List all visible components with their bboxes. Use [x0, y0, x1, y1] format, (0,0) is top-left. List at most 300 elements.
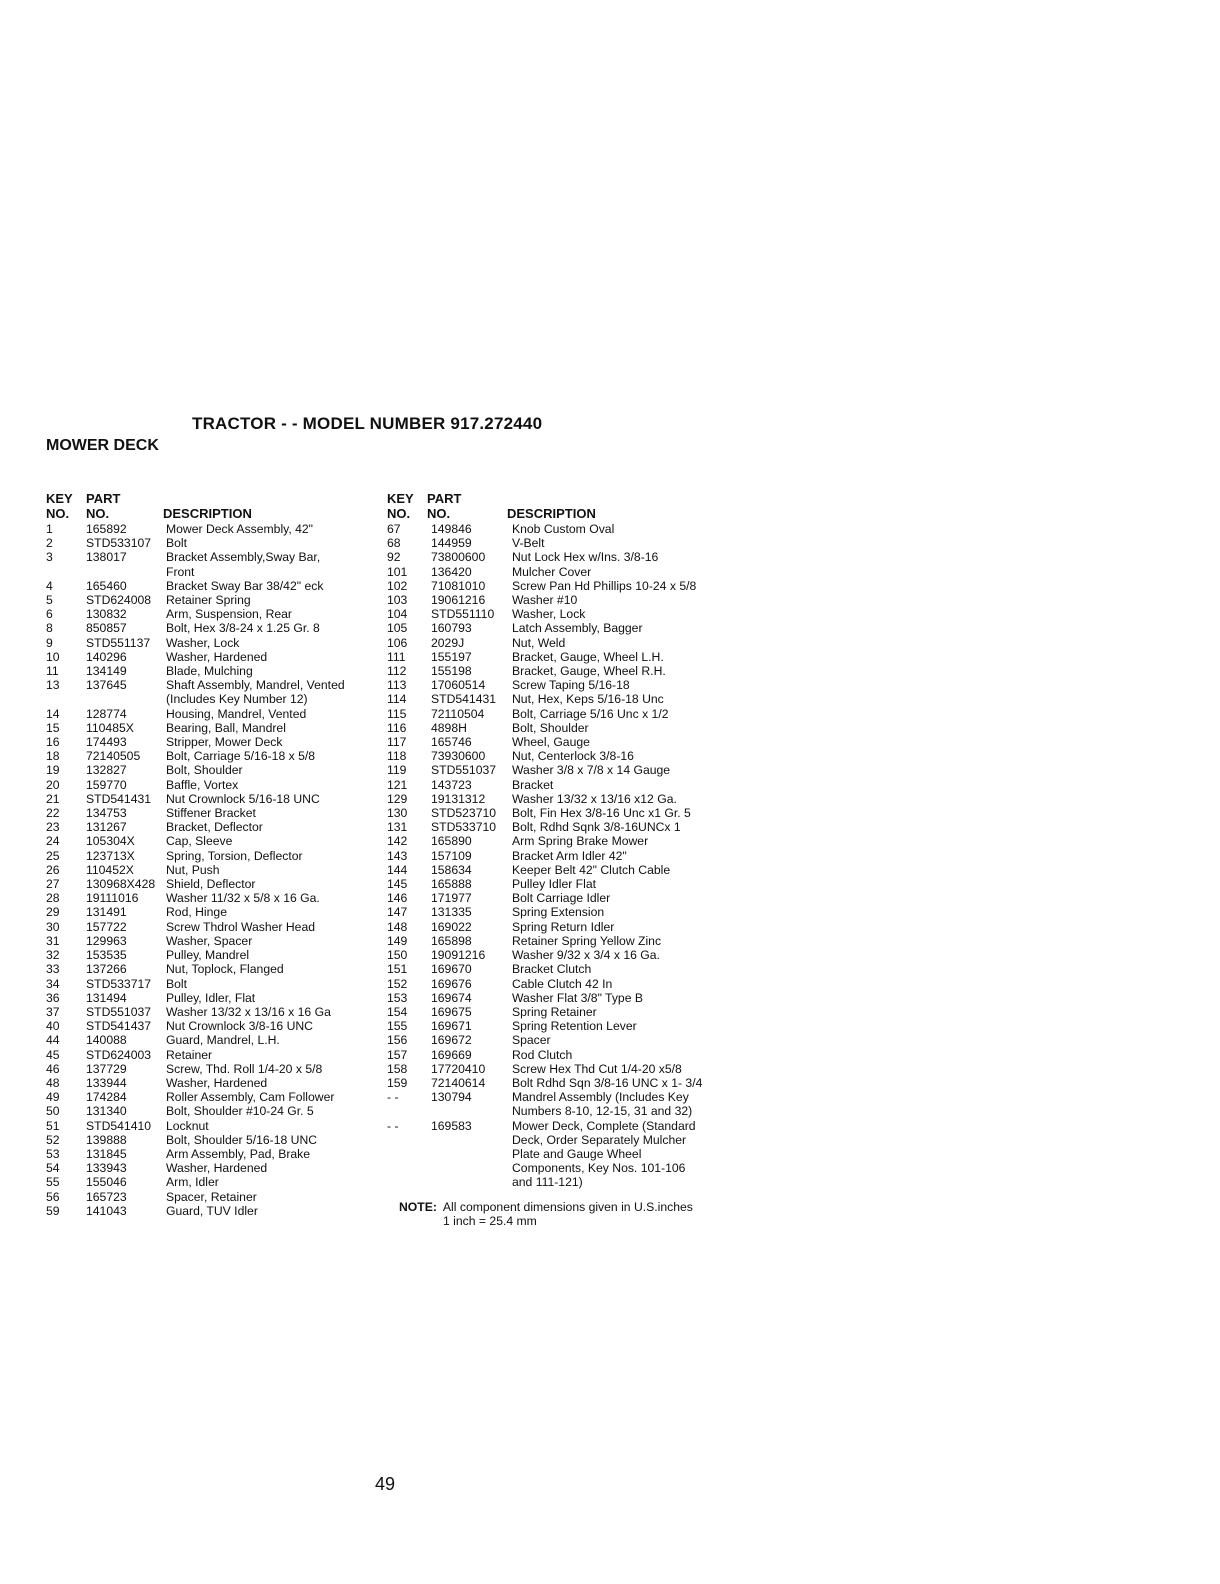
part-number: 141043 — [86, 1203, 127, 1218]
part-description: Washer 11/32 x 5/8 x 16 Ga. — [166, 891, 320, 906]
part-number: 157722 — [86, 919, 127, 934]
parts-row — [387, 1090, 727, 1118]
part-number: 17720410 — [431, 1061, 486, 1076]
parts-row — [387, 1019, 727, 1033]
part-number: STD551037 — [86, 1004, 152, 1019]
key-number: 117 — [387, 735, 407, 750]
key-number: 13 — [46, 678, 60, 693]
key-number: 101 — [387, 564, 408, 579]
part-description: Spring, Torsion, Deflector — [166, 848, 303, 863]
part-description: Keeper Belt 42" Clutch Cable — [512, 862, 671, 877]
parts-row — [387, 593, 727, 607]
parts-row — [387, 891, 727, 905]
parts-row — [387, 991, 727, 1005]
key-number: 92 — [387, 550, 401, 565]
part-number: 130968X428 — [86, 877, 156, 892]
key-header-bottom: NO. — [387, 506, 411, 521]
part-number: 138017 — [86, 550, 127, 565]
key-number: 159 — [387, 1075, 408, 1090]
key-number: 28 — [46, 891, 60, 906]
part-number: 140088 — [86, 1033, 127, 1048]
part-description: Bolt, Fin Hex 3/8-16 Unc x1 Gr. 5 — [512, 806, 691, 821]
part-description: Nut, Hex, Keps 5/16-18 Unc — [512, 692, 664, 707]
part-number: 144959 — [431, 536, 472, 551]
parts-row — [46, 749, 376, 763]
part-description: Washer, Hardened — [166, 649, 268, 664]
parts-row — [387, 607, 727, 621]
part-description: Bolt, Shoulder 5/16-18 UNC — [166, 1132, 318, 1147]
part-description: Bolt, Hex 3/8-24 x 1.25 Gr. 8 — [166, 621, 320, 636]
key-number: 21 — [46, 791, 60, 806]
key-number: 56 — [46, 1189, 60, 1204]
key-number: - - — [387, 1090, 399, 1105]
part-number: 169674 — [431, 990, 472, 1005]
part-number: STD533717 — [86, 976, 152, 991]
parts-row — [46, 550, 376, 578]
key-number: 149 — [387, 933, 408, 948]
key-number: 55 — [46, 1175, 60, 1190]
parts-row — [46, 1062, 376, 1076]
key-number: 51 — [46, 1118, 60, 1133]
parts-row — [387, 636, 727, 650]
part-number: 155197 — [431, 649, 472, 664]
part-description: Washer 13/32 x 13/16 x 16 Ga — [166, 1004, 331, 1019]
parts-row — [46, 664, 376, 678]
part-description: Bolt, Rdhd Sqnk 3/8-16UNCx 1 — [512, 820, 681, 835]
key-number: 106 — [387, 635, 408, 650]
part-description: Nut Lock Hex w/Ins. 3/8-16 — [512, 550, 659, 565]
part-number: 174493 — [86, 735, 127, 750]
key-number: 153 — [387, 990, 408, 1005]
part-number: 128774 — [86, 706, 127, 721]
part-description: Baffle, Vortex — [166, 777, 239, 792]
part-description: Bolt — [166, 976, 188, 991]
part-number: 133944 — [86, 1075, 127, 1090]
parts-row — [387, 763, 727, 777]
key-number: 23 — [46, 820, 60, 835]
parts-list-right — [387, 492, 727, 1190]
key-number: 40 — [46, 1019, 60, 1034]
key-number: 52 — [46, 1132, 60, 1147]
part-header-bottom: NO. — [427, 506, 451, 521]
parts-row — [387, 849, 727, 863]
part-description: Latch Assembly, Bagger — [512, 621, 643, 636]
part-description: Nut Crownlock 5/16-18 UNC — [166, 791, 320, 806]
part-number: 174284 — [86, 1090, 127, 1105]
part-description: Bracket Arm Idler 42" — [512, 848, 627, 863]
part-description: Spacer — [512, 1033, 551, 1048]
parts-row — [46, 820, 376, 834]
part-description: Knob Custom Oval — [512, 522, 615, 536]
parts-row — [46, 934, 376, 948]
part-number: 165898 — [431, 933, 472, 948]
key-number: 152 — [387, 976, 408, 991]
key-number: 25 — [46, 848, 60, 863]
parts-row — [387, 735, 727, 749]
part-number: 155198 — [431, 664, 472, 679]
part-number: 19111016 — [86, 891, 139, 906]
part-number: 169672 — [431, 1033, 472, 1048]
parts-row — [46, 962, 376, 976]
part-number: 71081010 — [431, 578, 486, 593]
part-description: Spring Return Idler — [512, 919, 615, 934]
part-description: Stiffener Bracket — [166, 806, 256, 821]
part-description: Bracket Clutch — [512, 962, 592, 977]
key-number: 143 — [387, 848, 408, 863]
part-header-top: PART — [86, 491, 121, 506]
part-number: 137266 — [86, 962, 127, 977]
part-description: Bolt, Carriage 5/16 Unc x 1/2 — [512, 706, 669, 721]
part-description: Screw, Thd. Roll 1/4-20 x 5/8 — [166, 1061, 323, 1076]
parts-row — [46, 948, 376, 962]
key-number: 144 — [387, 862, 408, 877]
part-description: Mower Deck Assembly, 42" — [166, 522, 314, 536]
part-description: Arm Assembly, Pad, Brake — [166, 1146, 311, 1161]
part-description: Shaft Assembly, Mandrel, Vented (Includes Key Number 12) — [166, 678, 345, 707]
parts-row — [387, 664, 727, 678]
parts-row — [387, 536, 727, 550]
part-description: Washer Flat 3/8" Type B — [512, 990, 643, 1005]
part-number: 131335 — [431, 905, 472, 920]
parts-row — [46, 1161, 376, 1175]
document-title: TRACTOR - - MODEL NUMBER 917.272440 — [192, 414, 543, 433]
parts-row — [387, 1048, 727, 1062]
part-description: Screw Taping 5/16-18 — [512, 678, 630, 693]
key-number: 27 — [46, 877, 60, 892]
part-number: 140296 — [86, 649, 127, 664]
part-description: Nut, Centerlock 3/8-16 — [512, 749, 634, 764]
key-number: 22 — [46, 806, 60, 821]
key-number: 142 — [387, 834, 408, 849]
part-description: Wheel, Gauge — [512, 735, 590, 750]
parts-row — [46, 1048, 376, 1062]
part-description: Spacer, Retainer — [166, 1189, 257, 1204]
key-number: 113 — [387, 678, 407, 693]
part-description: Spring Retainer — [512, 1004, 597, 1019]
key-number: 30 — [46, 919, 60, 934]
part-description: Bracket — [512, 777, 554, 792]
parts-row — [46, 1033, 376, 1047]
part-number: STD541431 — [431, 692, 497, 707]
key-number: 53 — [46, 1146, 60, 1161]
parts-row — [387, 621, 727, 635]
part-number: 169669 — [431, 1047, 472, 1062]
key-number: 3 — [46, 550, 53, 565]
part-number: 130794 — [431, 1090, 472, 1105]
parts-row — [46, 1204, 376, 1218]
part-description: Bolt — [166, 536, 188, 551]
part-description: Retainer Spring Yellow Zinc — [512, 933, 662, 948]
part-description: Arm, Idler — [166, 1175, 219, 1190]
part-number: 165460 — [86, 578, 127, 593]
key-number: 19 — [46, 763, 60, 778]
parts-list-left — [46, 492, 376, 1218]
part-description: Bolt Carriage Idler — [512, 891, 611, 906]
part-description: Arm Spring Brake Mower — [512, 834, 649, 849]
part-header-top: PART — [427, 491, 462, 506]
part-number: 131491 — [86, 905, 127, 920]
part-number: 73930600 — [431, 749, 486, 764]
part-description: Blade, Mulching — [166, 664, 253, 679]
part-description: Washer 13/32 x 13/16 x12 Ga. — [512, 791, 677, 806]
key-number: 16 — [46, 735, 60, 750]
part-number: 165892 — [86, 522, 127, 536]
key-number: 10 — [46, 649, 60, 664]
parts-row — [46, 1147, 376, 1161]
key-number: 5 — [46, 593, 53, 608]
key-number: 36 — [46, 990, 60, 1005]
part-number: 19131312 — [431, 791, 486, 806]
parts-row — [46, 891, 376, 905]
part-description: Washer 3/8 x 7/8 x 14 Gauge — [512, 763, 671, 778]
parts-row — [387, 977, 727, 991]
part-number: 165746 — [431, 735, 472, 750]
part-description: Guard, Mandrel, L.H. — [166, 1033, 280, 1048]
part-number: 136420 — [431, 564, 472, 579]
part-description: Washer #10 — [512, 593, 578, 608]
part-number: 72140614 — [431, 1075, 486, 1090]
key-number: 114 — [387, 692, 407, 707]
part-number: 4898H — [431, 720, 467, 735]
part-number: 130832 — [86, 607, 127, 622]
parts-row — [46, 920, 376, 934]
parts-row — [387, 692, 727, 706]
key-number: - - — [387, 1118, 399, 1133]
part-number: 158634 — [431, 862, 472, 877]
key-number: 156 — [387, 1033, 408, 1048]
key-number: 119 — [387, 763, 407, 778]
description-header: DESCRIPTION — [163, 506, 252, 521]
part-description: Rod Clutch — [512, 1047, 573, 1062]
key-number: 33 — [46, 962, 60, 977]
part-number: STD541437 — [86, 1019, 152, 1034]
part-number: 169670 — [431, 962, 472, 977]
part-number: 165890 — [431, 834, 472, 849]
parts-row — [387, 749, 727, 763]
key-number: 14 — [46, 706, 60, 721]
key-header-top: KEY — [387, 491, 414, 506]
part-description: Washer, Lock — [512, 607, 586, 622]
parts-row — [46, 536, 376, 550]
key-number: 20 — [46, 777, 60, 792]
key-number: 1 — [46, 522, 53, 536]
key-number: 2 — [46, 536, 53, 551]
part-number: 17060514 — [431, 678, 486, 693]
parts-row — [387, 522, 727, 536]
part-description: Nut, Push — [166, 862, 220, 877]
key-number: 112 — [387, 664, 407, 679]
page-number: 49 — [375, 1474, 396, 1494]
part-description: Mandrel Assembly (Includes Key Numbers 8-10, 12-15, 31 and 32) — [512, 1090, 693, 1119]
key-number: 121 — [387, 777, 408, 792]
part-number: 169022 — [431, 919, 472, 934]
part-description: Screw Thdrol Washer Head — [166, 919, 316, 934]
part-number: 149846 — [431, 522, 472, 536]
parts-row — [387, 650, 727, 664]
parts-row — [387, 806, 727, 820]
parts-row — [387, 565, 727, 579]
parts-row — [387, 1076, 727, 1090]
key-number: 29 — [46, 905, 60, 920]
part-description: Mower Deck, Complete (Standard Deck, Order Separately Mulcher Plate and Gauge Wheel Components, Key Nos. 101-106 and 111-121) — [512, 1118, 696, 1190]
key-number: 154 — [387, 1004, 408, 1019]
parts-row — [46, 707, 376, 721]
part-number: 169583 — [431, 1118, 472, 1133]
parts-row — [387, 1119, 727, 1190]
key-number: 26 — [46, 862, 60, 877]
key-number: 4 — [46, 578, 53, 593]
section-title: MOWER DECK — [46, 437, 159, 454]
parts-row — [46, 1190, 376, 1204]
parts-row — [387, 920, 727, 934]
part-number: 134149 — [86, 664, 127, 679]
part-description: Bolt, Shoulder — [512, 720, 589, 735]
key-number: 6 — [46, 607, 53, 622]
part-number: STD541410 — [86, 1118, 152, 1133]
part-number: 137645 — [86, 678, 127, 693]
parts-row — [46, 792, 376, 806]
part-description: Housing, Mandrel, Vented — [166, 706, 307, 721]
parts-row — [387, 778, 727, 792]
part-number: STD624003 — [86, 1047, 152, 1062]
part-description: Stripper, Mower Deck — [166, 735, 283, 750]
key-number: 68 — [387, 536, 401, 551]
parts-row — [387, 1033, 727, 1047]
part-number: 19061216 — [431, 593, 486, 608]
part-description: Locknut — [166, 1118, 209, 1133]
key-number: 34 — [46, 976, 60, 991]
part-number: STD533107 — [86, 536, 152, 551]
part-description: Arm, Suspension, Rear — [166, 607, 292, 622]
part-number: 132827 — [86, 763, 127, 778]
key-number: 32 — [46, 948, 60, 963]
parts-row — [46, 1104, 376, 1118]
parts-row — [46, 721, 376, 735]
part-description: Pulley Idler Flat — [512, 877, 596, 892]
part-description: Rod, Hinge — [166, 905, 227, 920]
parts-row — [387, 678, 727, 692]
part-number: 110452X — [86, 862, 134, 877]
part-number: 160793 — [431, 621, 472, 636]
part-description: Bracket, Deflector — [166, 820, 263, 835]
note-label: NOTE: — [399, 1200, 437, 1214]
key-number: 148 — [387, 919, 408, 934]
part-number: 105304X — [86, 834, 135, 849]
part-number: 139888 — [86, 1132, 127, 1147]
part-description: Pulley, Idler, Flat — [166, 990, 256, 1005]
parts-row — [46, 593, 376, 607]
part-description: Roller Assembly, Cam Follower — [166, 1090, 335, 1105]
key-number: 104 — [387, 607, 408, 622]
parts-row — [46, 650, 376, 664]
key-number: 118 — [387, 749, 407, 764]
key-number: 103 — [387, 593, 408, 608]
part-description: Spring Extension — [512, 905, 605, 920]
key-number: 105 — [387, 621, 408, 636]
part-number: 159770 — [86, 777, 127, 792]
parts-row — [387, 863, 727, 877]
key-number: 155 — [387, 1019, 408, 1034]
part-number: 131845 — [86, 1146, 127, 1161]
description-header: DESCRIPTION — [507, 506, 596, 521]
parts-row — [387, 550, 727, 564]
parts-row — [46, 977, 376, 991]
parts-row — [46, 1019, 376, 1033]
parts-row — [46, 579, 376, 593]
parts-row — [46, 763, 376, 777]
part-number: 169676 — [431, 976, 472, 991]
key-number: 131 — [387, 820, 408, 835]
part-description: Washer, Hardened — [166, 1161, 268, 1176]
part-number: 131494 — [86, 990, 127, 1005]
part-number: 19091216 — [431, 948, 486, 963]
key-number: 147 — [387, 905, 408, 920]
parts-row — [387, 820, 727, 834]
part-description: Bracket, Gauge, Wheel R.H. — [512, 664, 666, 679]
part-number: 165888 — [431, 877, 472, 892]
parts-row — [387, 579, 727, 593]
part-description: Washer, Lock — [166, 635, 240, 650]
part-number: 134753 — [86, 806, 127, 821]
parts-row — [46, 849, 376, 863]
key-number: 8 — [46, 621, 53, 636]
part-description: Pulley, Mandrel — [166, 948, 250, 963]
note-text: All component dimensions given in U.S.inches — [442, 1200, 693, 1214]
part-description: Bracket, Gauge, Wheel L.H. — [512, 649, 664, 664]
key-number: 116 — [387, 720, 407, 735]
part-description: Cap, Sleeve — [166, 834, 233, 849]
parts-row — [46, 607, 376, 621]
parts-row — [46, 778, 376, 792]
part-number: 143723 — [431, 777, 472, 792]
key-number: 24 — [46, 834, 60, 849]
part-number: STD624008 — [86, 593, 152, 608]
part-number: 110485X — [86, 720, 134, 735]
parts-row — [387, 792, 727, 806]
key-number: 111 — [387, 649, 406, 664]
part-description: Bolt, Shoulder — [166, 763, 243, 778]
part-number: 171977 — [431, 891, 472, 906]
parts-row — [46, 636, 376, 650]
key-number: 129 — [387, 791, 408, 806]
parts-row — [387, 707, 727, 721]
part-description: Nut Crownlock 3/8-16 UNC — [166, 1019, 313, 1034]
part-description: Cable Clutch 42 In — [512, 976, 613, 991]
part-number: 123713X — [86, 848, 135, 863]
part-number: 169675 — [431, 1004, 472, 1019]
parts-row — [46, 1175, 376, 1189]
part-number: 133943 — [86, 1161, 127, 1176]
part-number: STD551037 — [431, 763, 497, 778]
key-number: 37 — [46, 1004, 60, 1019]
part-number: STD541431 — [86, 791, 152, 806]
part-number: 129963 — [86, 933, 127, 948]
key-number: 18 — [46, 749, 60, 764]
parts-rows — [46, 522, 376, 1218]
part-number: 73800600 — [431, 550, 486, 565]
part-description: Shield, Deflector — [166, 877, 256, 892]
column-header — [387, 492, 727, 522]
part-number: STD533710 — [431, 820, 497, 835]
parts-row — [46, 991, 376, 1005]
parts-row — [387, 721, 727, 735]
parts-row — [46, 735, 376, 749]
parts-row — [387, 934, 727, 948]
dimension-note — [399, 1200, 693, 1228]
parts-rows — [387, 522, 727, 1190]
key-number: 102 — [387, 578, 408, 593]
parts-row — [46, 863, 376, 877]
